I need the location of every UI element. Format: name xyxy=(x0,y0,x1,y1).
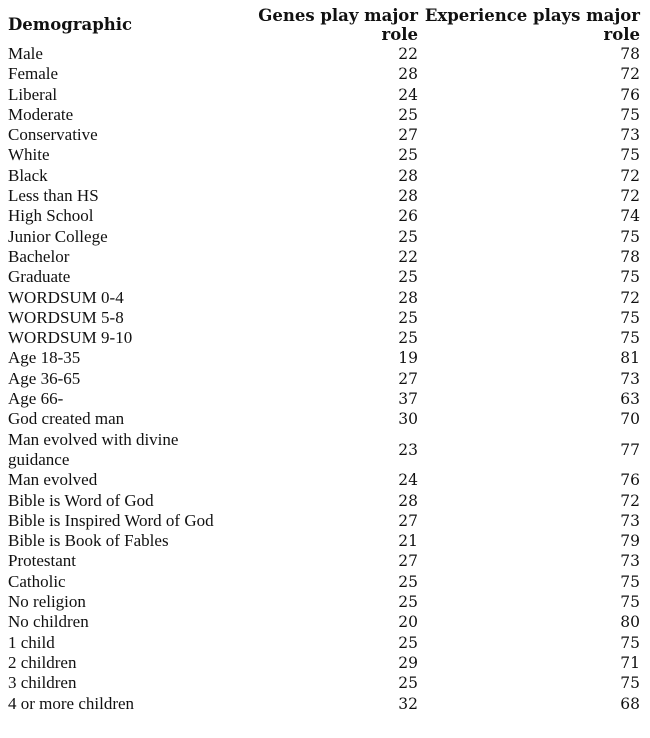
table-row xyxy=(8,491,640,511)
experience-value: 77 xyxy=(620,440,640,459)
table-body xyxy=(8,44,640,714)
experience-value: 68 xyxy=(620,694,640,713)
row-label: 3 children xyxy=(8,673,77,693)
table-row xyxy=(8,105,640,125)
experience-value: 78 xyxy=(620,247,640,266)
table-row xyxy=(8,227,640,247)
table-row xyxy=(8,267,640,287)
row-label: WORDSUM 5-8 xyxy=(8,307,124,327)
row-label: 2 children xyxy=(8,652,77,672)
genes-value: 27 xyxy=(398,126,418,145)
experience-value: 75 xyxy=(620,227,640,246)
table-row xyxy=(8,673,640,693)
row-label: Less than HS xyxy=(8,186,99,206)
table-row xyxy=(8,572,640,592)
row-label: Bible is Word of God xyxy=(8,490,154,510)
genes-value: 26 xyxy=(398,207,418,226)
table-row xyxy=(8,409,640,429)
genes-value: 30 xyxy=(398,410,418,429)
experience-value: 72 xyxy=(620,65,640,84)
table-row xyxy=(8,125,640,145)
experience-value: 81 xyxy=(620,349,640,368)
table-row xyxy=(8,531,640,551)
genes-value: 28 xyxy=(398,187,418,206)
row-label: Black xyxy=(8,165,48,185)
genes-value: 29 xyxy=(398,653,418,672)
table-row xyxy=(8,470,640,490)
experience-value: 75 xyxy=(620,593,640,612)
experience-value: 75 xyxy=(620,572,640,591)
row-label: WORDSUM 0-4 xyxy=(8,287,124,307)
table-row xyxy=(8,85,640,105)
table-row xyxy=(8,389,640,409)
experience-value: 73 xyxy=(620,369,640,388)
row-label: Protestant xyxy=(8,551,76,571)
row-label: Man evolved xyxy=(8,470,98,490)
table-row xyxy=(8,633,640,653)
table-header xyxy=(8,4,640,44)
genes-value: 25 xyxy=(398,674,418,693)
genes-value: 25 xyxy=(398,329,418,348)
experience-value: 76 xyxy=(620,85,640,104)
row-label: Conservative xyxy=(8,125,98,145)
experience-value: 73 xyxy=(620,511,640,530)
row-label: Bible is Inspired Word of God xyxy=(8,510,214,530)
experience-value: 79 xyxy=(620,532,640,551)
row-label: 1 child xyxy=(8,632,55,652)
row-label: Age 36-65 xyxy=(8,368,81,388)
genes-value: 28 xyxy=(398,288,418,307)
table-row xyxy=(8,308,640,328)
table-row xyxy=(8,653,640,673)
table-row xyxy=(8,328,640,348)
genes-value: 23 xyxy=(398,440,418,459)
header-demographic: Demographic xyxy=(8,14,133,34)
row-label: No religion xyxy=(8,592,86,612)
genes-value: 25 xyxy=(398,105,418,124)
experience-value: 76 xyxy=(620,471,640,490)
table-row xyxy=(8,247,640,267)
genes-value: 25 xyxy=(398,227,418,246)
experience-value: 71 xyxy=(620,653,640,672)
header-row xyxy=(8,4,640,44)
row-label: Bible is Book of Fables xyxy=(8,531,169,551)
genes-value: 25 xyxy=(398,268,418,287)
experience-value: 72 xyxy=(620,288,640,307)
experience-value: 72 xyxy=(620,187,640,206)
experience-value: 78 xyxy=(620,45,640,63)
row-label: Man evolved with divine guidance xyxy=(8,429,179,469)
experience-value: 75 xyxy=(620,308,640,327)
experience-value: 75 xyxy=(620,105,640,124)
experience-value: 75 xyxy=(620,146,640,165)
table-row xyxy=(8,166,640,186)
genes-value: 28 xyxy=(398,491,418,510)
experience-value: 75 xyxy=(620,674,640,693)
table-row xyxy=(8,186,640,206)
table-row xyxy=(8,694,640,714)
row-label: God created man xyxy=(8,409,125,429)
table-row xyxy=(8,64,640,84)
row-label: WORDSUM 9-10 xyxy=(8,328,133,348)
experience-value: 70 xyxy=(620,410,640,429)
experience-value: 75 xyxy=(620,633,640,652)
demographic-table xyxy=(8,4,640,714)
table-row xyxy=(8,430,640,471)
row-label: 4 or more children xyxy=(8,693,135,713)
row-label: No children xyxy=(8,612,89,632)
row-label: Catholic xyxy=(8,571,66,591)
experience-value: 73 xyxy=(620,552,640,571)
row-label: High School xyxy=(8,206,94,226)
experience-value: 75 xyxy=(620,268,640,287)
genes-value: 27 xyxy=(398,552,418,571)
header-genes: Genes play major role xyxy=(258,6,418,44)
genes-value: 20 xyxy=(398,613,418,632)
genes-value: 32 xyxy=(398,694,418,713)
experience-value: 72 xyxy=(620,166,640,185)
table-row xyxy=(8,288,640,308)
demographic-table-container xyxy=(8,4,640,714)
table-row xyxy=(8,592,640,612)
genes-value: 21 xyxy=(398,532,418,551)
row-label: Bachelor xyxy=(8,246,70,266)
row-label: Liberal xyxy=(8,84,58,104)
genes-value: 25 xyxy=(398,593,418,612)
row-label: Age 66- xyxy=(8,389,64,409)
table-row xyxy=(8,348,640,368)
genes-value: 25 xyxy=(398,146,418,165)
table-row xyxy=(8,511,640,531)
row-label: Graduate xyxy=(8,267,71,287)
row-label: Female xyxy=(8,64,59,84)
row-label: Moderate xyxy=(8,104,74,124)
genes-value: 22 xyxy=(398,247,418,266)
row-label: Age 18-35 xyxy=(8,348,81,368)
table-row xyxy=(8,369,640,389)
genes-value: 25 xyxy=(398,572,418,591)
genes-value: 37 xyxy=(398,390,418,409)
table-row xyxy=(8,612,640,632)
row-label: Male xyxy=(8,44,43,63)
genes-value: 28 xyxy=(398,65,418,84)
table-row xyxy=(8,206,640,226)
table-row xyxy=(8,145,640,165)
genes-value: 19 xyxy=(398,349,418,368)
experience-value: 80 xyxy=(620,613,640,632)
experience-value: 72 xyxy=(620,491,640,510)
header-experience: Experience plays major role xyxy=(424,6,640,44)
experience-value: 63 xyxy=(620,390,640,409)
genes-value: 28 xyxy=(398,166,418,185)
genes-value: 25 xyxy=(398,633,418,652)
genes-value: 24 xyxy=(398,85,418,104)
table-row xyxy=(8,551,640,571)
table-row xyxy=(8,44,640,64)
genes-value: 24 xyxy=(398,471,418,490)
genes-value: 27 xyxy=(398,369,418,388)
genes-value: 22 xyxy=(398,45,418,63)
experience-value: 73 xyxy=(620,126,640,145)
row-label: White xyxy=(8,145,50,165)
experience-value: 74 xyxy=(620,207,640,226)
experience-value: 75 xyxy=(620,329,640,348)
genes-value: 25 xyxy=(398,308,418,327)
genes-value: 27 xyxy=(398,511,418,530)
row-label: Junior College xyxy=(8,226,108,246)
